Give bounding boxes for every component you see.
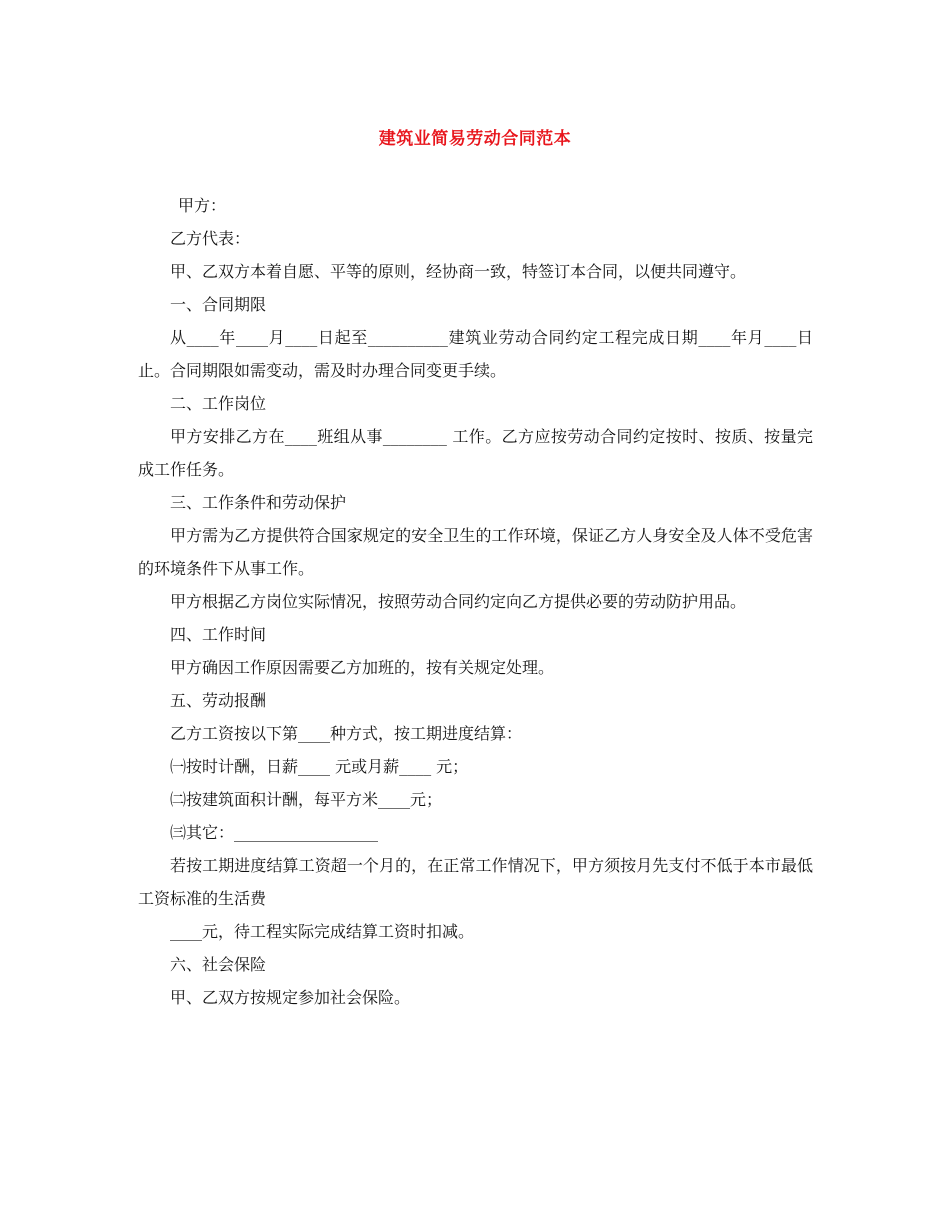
pay-option-other: ㈢其它：__________________: [170, 823, 379, 842]
deduction-paragraph: ____元，待工程实际完成结算工资时扣减。: [170, 922, 475, 941]
section-heading-term: 一、合同期限: [170, 295, 267, 314]
pay-option-area: ㈡按建筑面积计酬，每平方米____元；: [170, 790, 443, 809]
term-paragraph: 从____年____月____日起至__________建筑业劳动合同约定工程完成日期____年月____日止。合同期限如需变动，需及时办理合同变更手续。: [138, 328, 813, 380]
document-title: 建筑业简易劳动合同范本: [378, 129, 572, 149]
section-heading-hours: 四、工作时间: [170, 625, 267, 644]
section-heading-pay: 五、劳动报酬: [170, 691, 267, 710]
living-allowance-paragraph: 若按工期进度结算工资超一个月的，在正常工作情况下，甲方须按月先支付不低于本市最低工资标准的生活费: [138, 856, 813, 908]
section-heading-position: 二、工作岗位: [170, 394, 267, 413]
preamble-paragraph: 甲、乙双方本着自愿、平等的原则，经协商一致，特签订本合同，以便共同遵守。: [170, 262, 747, 281]
pay-option-time: ㈠按时计酬，日薪____ 元或月薪____ 元；: [170, 757, 469, 776]
document-body: [138, 189, 813, 1014]
party-a-line: 甲方：: [178, 196, 227, 215]
hours-paragraph: 甲方确因工作原因需要乙方加班的，按有关规定处理。: [170, 658, 555, 677]
insurance-paragraph: 甲、乙双方按规定参加社会保险。: [170, 988, 411, 1007]
section-heading-conditions: 三、工作条件和劳动保护: [170, 493, 347, 512]
position-paragraph: 甲方安排乙方在____班组从事________ 工作。乙方应按劳动合同约定按时、按质、按量完成工作任务。: [138, 427, 813, 479]
party-b-representative-line: 乙方代表：: [170, 229, 251, 248]
pay-method-paragraph: 乙方工资按以下第____种方式，按工期进度结算：: [170, 724, 523, 743]
protection-paragraph: 甲方根据乙方岗位实际情况，按照劳动合同约定向乙方提供必要的劳动防护用品。: [170, 592, 747, 611]
conditions-paragraph: 甲方需为乙方提供符合国家规定的安全卫生的工作环境，保证乙方人身安全及人体不受危害的环境条件下从事工作。: [138, 526, 813, 578]
section-heading-insurance: 六、社会保险: [170, 955, 267, 974]
